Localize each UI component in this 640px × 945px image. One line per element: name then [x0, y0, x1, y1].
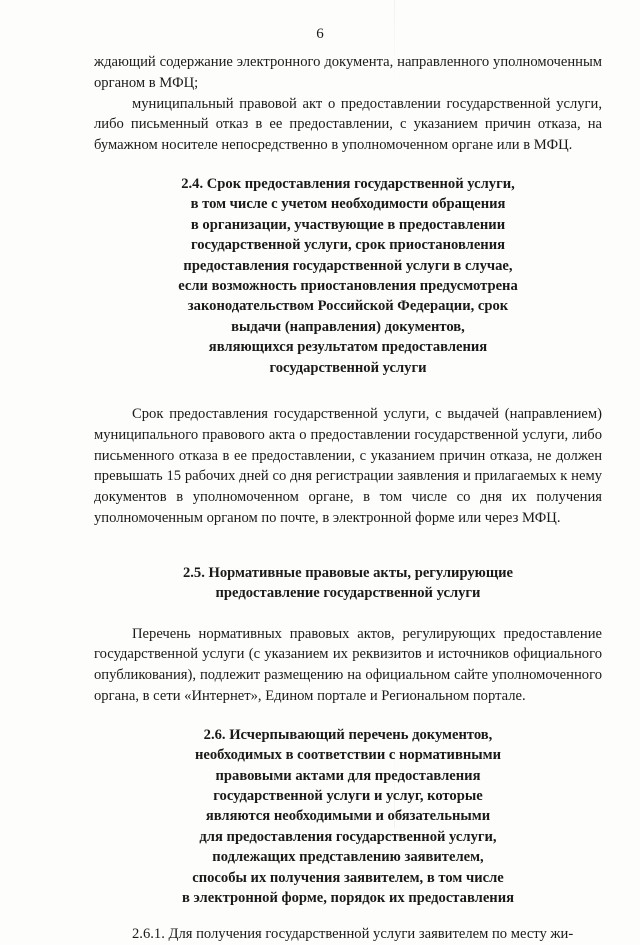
heading-line: 2.5. Нормативные правовые акты, регулирующие	[182, 564, 514, 581]
heading-line: правовыми актами для предоставления	[215, 767, 481, 784]
heading-line: 2.6. Исчерпывающий перечень документов,	[203, 726, 493, 743]
paragraph-service-term: Срок предоставления государственной услуги, с выдачей (направлением) муниципального правового акта о предоставлении государственной услуги, либо письменного отказа в ее предоставлении, с указанием причин отказа, не должен превышать 15 рабочих дней со дня регистрации заявления и прилагаемых к нему документов в уполномоченном органе, в том числе со дня их получения уполномоченным органом по почте, в электронной форме или через МФЦ.	[94, 406, 602, 527]
heading-line: являются необходимыми и обязательными	[205, 808, 491, 825]
heading-line: государственной услуги, срок приостановления	[190, 237, 506, 254]
heading-line: в электронной форме, порядок их предоставления	[181, 890, 515, 907]
heading-line: государственной услуги и услуг, которые	[213, 788, 483, 805]
heading-line: государственной услуги	[269, 359, 427, 376]
paragraph-2-6-1: 2.6.1. Для получения государственной услуги заявителем по месту жи-	[132, 926, 574, 943]
heading-line: способы их получения заявителем, в том числе	[192, 869, 504, 886]
section-heading-2-5	[94, 563, 602, 604]
heading-line: необходимых в соответствии с нормативными	[195, 747, 501, 764]
heading-line: выдачи (направления) документов,	[231, 318, 465, 335]
heading-line: в организации, участвующие в предоставлении	[190, 216, 506, 233]
heading-line: предоставления государственной услуги в случае,	[183, 257, 513, 274]
paragraph-legal-act: муниципальный правовой акт о предоставлении государственной услуги, либо письменный отказ в ее предоставлении, с указанием причин отказа, на бумажном носителе непосредственно в уполномоченном органе или в МФЦ.	[94, 95, 602, 154]
paragraph-continuation: ждающий содержание электронного документа, направленного уполномоченным органом в МФЦ;	[94, 54, 602, 91]
heading-line: подлежащих представлению заявителем,	[212, 849, 484, 866]
page-number: 6	[316, 26, 324, 42]
heading-line: 2.4. Срок предоставления государственной услуги,	[181, 175, 515, 192]
heading-line: для предоставления государственной услуги,	[199, 828, 497, 845]
heading-line: если возможность приостановления предусмотрена	[178, 278, 518, 295]
section-heading-2-6	[94, 725, 602, 909]
document-body	[94, 52, 602, 945]
section-heading-2-4	[94, 174, 602, 378]
heading-line: предоставление государственной услуги	[215, 585, 481, 602]
heading-line: законодательством Российской Федерации, срок	[187, 298, 509, 315]
heading-line: в том числе с учетом необходимости обращения	[190, 196, 506, 213]
paragraph-legal-acts-list: Перечень нормативных правовых актов, регулирующих предоставление государственной услуги (с указанием их реквизитов и источников официального опубликования), подлежит размещению на официальном сайте уполномоченного органа, в сети «Интернет», Едином портале и Региональном портале.	[94, 625, 602, 705]
heading-line: являющихся результатом предоставления	[208, 339, 488, 356]
